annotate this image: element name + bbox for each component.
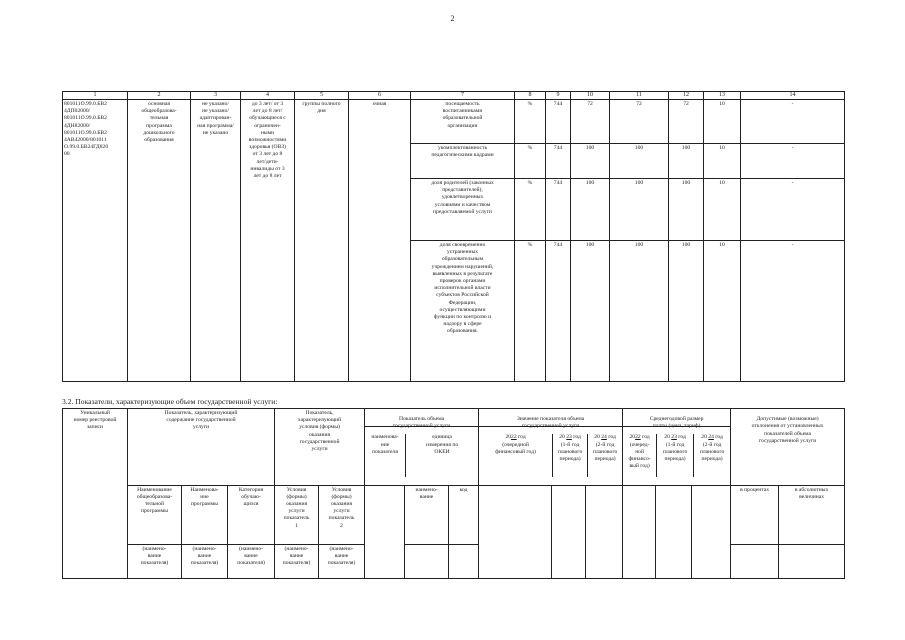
content-indicator-header: Показатель, характеризующий содержание государственной услуги: [128, 409, 275, 486]
price-year-3-cell: [692, 485, 731, 578]
value-2024-cell: 72: [669, 100, 704, 144]
value-2022-cell: 100: [571, 241, 610, 382]
column-number: 9: [546, 92, 571, 100]
value-2024-cell: 100: [669, 241, 704, 382]
value-2022-cell: 100: [571, 144, 610, 179]
unit-code-header: код: [449, 485, 479, 544]
unit-cell: %: [515, 144, 546, 179]
header-row: [63, 409, 845, 486]
group-cell: группы полного дня: [295, 100, 349, 382]
table-row: [63, 100, 845, 144]
value-year-2-cell: [552, 485, 586, 578]
unit-name-header: наимено- вание: [405, 485, 449, 544]
deviation-percent-header: в процентах: [731, 485, 779, 544]
indicator-placeholder: (наимено- вание показателя): [128, 544, 182, 578]
specified-cell: не указано/ не указано/ адаптирован- ная программа/ не указано: [191, 100, 241, 382]
okei-code-cell: 744: [546, 100, 571, 144]
age-category-cell: до 3 лет/ от 3 лет до 8 лет/ обучающиеся с ограничен- ными возможностями здоровья (ОВЗ) от 3 лет до 8 лет/дети- инвалиды от 3 лет до 8 лет: [241, 100, 295, 382]
column-number: 1: [63, 92, 128, 100]
unit-name-cell: [405, 544, 449, 578]
deviation-percent-cell: [731, 544, 779, 578]
subheader-condition-2: Условия (формы) оказания услуги показатель 2: [319, 485, 365, 544]
volume-unit-header: единица измерения по ОКЕИ: [425, 434, 459, 455]
indicator-placeholder: (наимено- вание показателя): [182, 544, 228, 578]
subheader-condition-1: Условия (формы) оказания услуги показатель 1: [275, 485, 319, 544]
unit-cell: %: [515, 241, 546, 382]
value-2023-cell: 100: [610, 144, 669, 179]
price-year-1-cell: [623, 485, 656, 578]
value-2024-cell: 100: [669, 179, 704, 241]
indicator-placeholder: (наимено- вание показателя): [319, 544, 365, 578]
price-year-3: 20 24 год (2-й год планового периода): [699, 434, 725, 463]
column-number: 2: [128, 92, 191, 100]
value-year-1-cell: [479, 485, 552, 578]
unit-cell: %: [515, 100, 546, 144]
value-years: [479, 434, 622, 477]
value-2024-cell: 100: [669, 144, 704, 179]
volume-indicator-header: [365, 409, 479, 486]
deviation-percent-cell: 10: [704, 144, 741, 179]
column-number: 7: [411, 92, 515, 100]
volume-indicator-title: Показатель объема государственной услуги: [365, 416, 478, 427]
column-number: 12: [669, 92, 704, 100]
value-2023-cell: 100: [610, 241, 669, 382]
quality-indicators-table: [62, 91, 845, 382]
registry-header: Уникальный номер реестровой записи: [63, 409, 128, 579]
column-number: 14: [741, 92, 845, 100]
program-cell: основная общеобразова- тельная программа дошкольного образования: [128, 100, 191, 382]
deviations-header: [731, 409, 845, 486]
unit-cell: %: [515, 179, 546, 241]
unit-code-cell: [449, 544, 479, 578]
column-number: 4: [241, 92, 295, 100]
deviation-absolute-cell: [779, 544, 845, 578]
deviation-absolute-cell: -: [741, 100, 845, 144]
volume-name-cell: [365, 485, 405, 578]
conditions-indicator-header: Показатель, характеризующий условия (формы) оказания государственной услуги: [275, 409, 365, 486]
indicator-name-cell: доля родителей (законных представителей), удовлетворенных условиями и качеством предоставляемой услуги: [411, 179, 515, 241]
value-2022-cell: 72: [571, 100, 610, 144]
price-title: Среднегодовой размер платы (цена, тариф): [623, 416, 730, 427]
price-years: [623, 434, 730, 477]
deviations-title: Допустимые (возможные) отклонения от установленных показателей объема государственной услуги: [751, 416, 824, 444]
deviation-absolute-cell: -: [741, 241, 845, 382]
volume-subheaders: [365, 434, 478, 477]
value-2022-cell: 100: [571, 179, 610, 241]
deviation-absolute-cell: -: [741, 144, 845, 179]
okei-code-cell: 744: [546, 241, 571, 382]
deviation-percent-cell: 10: [704, 179, 741, 241]
okei-code-cell: 744: [546, 144, 571, 179]
deviation-percent-cell: 10: [704, 241, 741, 382]
price-year-2-cell: [656, 485, 692, 578]
indicator-placeholder: (наимено- вание показателя): [228, 544, 275, 578]
volume-name-header: наименова- ние показателя: [365, 434, 406, 477]
section-title: 3.2. Показатели, характеризующие объем государственной услуги:: [62, 397, 278, 406]
value-year-2: 20 23 год (1-й год планового периода): [553, 434, 588, 477]
subheader-row: [63, 485, 845, 544]
page-number: 2: [450, 14, 455, 23]
indicator-name-cell: укомплектованность педагогическими кадрами: [411, 144, 515, 179]
subheader-name-program: Наименование общеобразова- тельной программы: [128, 485, 182, 544]
column-number-row: [63, 92, 845, 100]
indicator-name-cell: посещаемость воспитанниками образовательной организации: [411, 100, 515, 144]
column-number: 10: [571, 92, 610, 100]
price-year-1: 2022 год (очеред- ной финансо- вый год): [623, 434, 657, 477]
column-number: 11: [610, 92, 669, 100]
deviation-absolute-header: в абсолютных величинах: [779, 485, 845, 544]
column-number: 5: [295, 92, 349, 100]
price-year-2: 20 23 год (1-й год планового периода): [657, 434, 694, 477]
value-year-1: 2022 год (очередной финансовый год): [479, 434, 553, 477]
column-number: 6: [349, 92, 411, 100]
okei-code-cell: 744: [546, 179, 571, 241]
volume-indicators-table: [62, 408, 845, 579]
value-2023-cell: 72: [610, 100, 669, 144]
indicator-name-cell: доля своевременно устраненных образовательным учреждением нарушений, выявленных в результате проверок органами исполнительной власти субъектов Российской Федерации, осуществляющими функции по контролю и надзору в сфере образования.: [411, 241, 515, 382]
value-title: Значение показателя объема государственной услуги: [479, 416, 622, 427]
indicator-placeholder: (наимено- вание показателя): [275, 544, 319, 578]
deviation-percent-cell: 10: [704, 100, 741, 144]
column-number: 3: [191, 92, 241, 100]
column-number: 13: [704, 92, 741, 100]
value-header: [479, 409, 623, 486]
form-cell: очная: [349, 100, 411, 382]
deviation-absolute-cell: -: [741, 179, 845, 241]
value-year-3: 20 24 год (2-й год планового периода): [592, 434, 618, 463]
subheader-program-name: Наименова- ние программы: [182, 485, 228, 544]
column-number: 8: [515, 92, 546, 100]
value-2023-cell: 100: [610, 179, 669, 241]
registry-number-cell: 801011О.99.0.БВ2 4ДП02000/ 801011О.99.0.БВ2 4ДН82000/ 801011О.99.0.БВ2 4АВ42000/801011 О.99.0.БВ24ГД820 00: [63, 100, 128, 382]
price-header: [623, 409, 731, 486]
value-year-3-cell: [586, 485, 623, 578]
subheader-category: Категория обучаю- щихся: [228, 485, 275, 544]
